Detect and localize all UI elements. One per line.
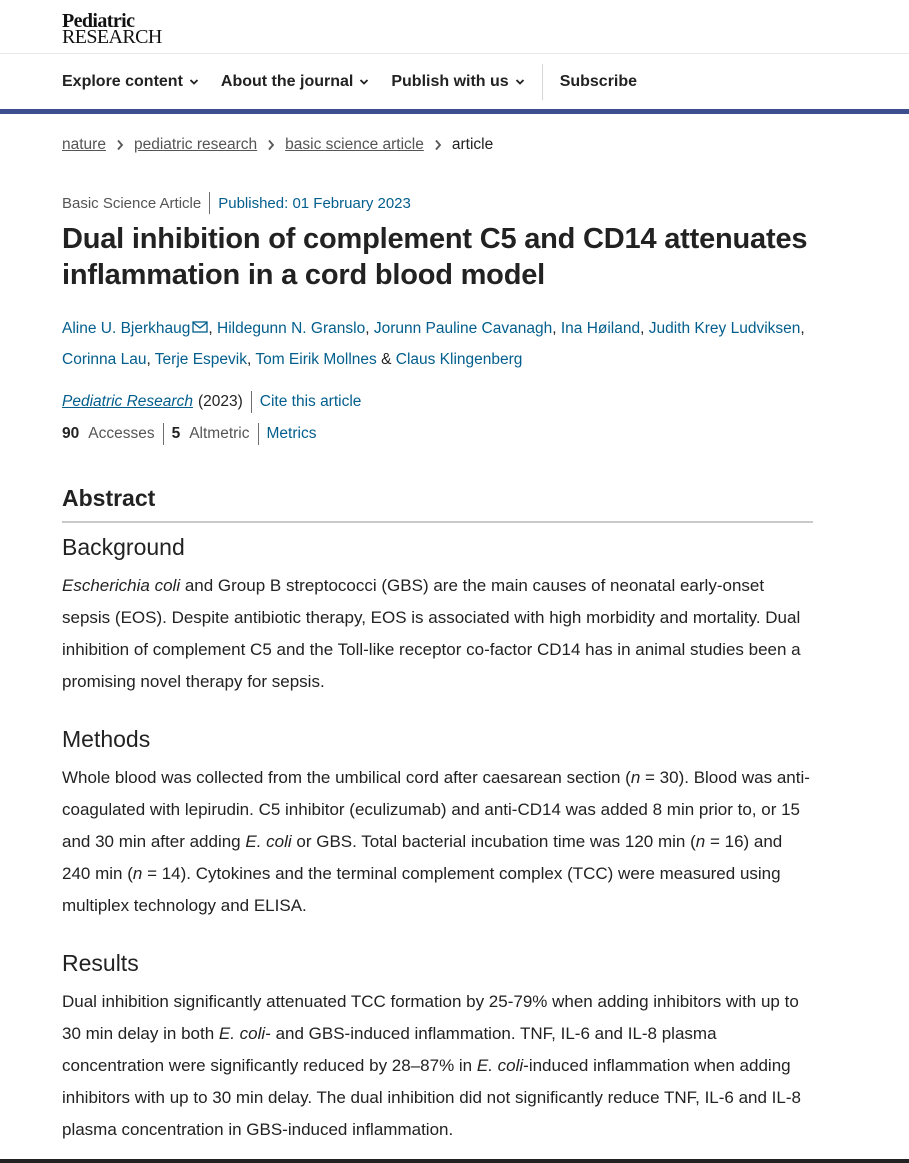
n-symbol: n (630, 768, 641, 787)
author-link[interactable]: Ina Høiland (560, 320, 641, 337)
accesses-count: 90 (62, 425, 80, 442)
metrics-link[interactable]: Metrics (266, 425, 317, 442)
published-date-link[interactable]: Published: 01 February 2023 (218, 194, 411, 212)
nav-divider (542, 64, 543, 100)
results-heading: Results (62, 950, 139, 976)
species-name: E. coli (218, 1024, 266, 1043)
nav-explore-content[interactable] (62, 73, 199, 91)
author-link[interactable]: Terje Espevik (154, 351, 247, 368)
nav-publish-label: Publish with us (391, 73, 509, 90)
methods-text: = 16) and 240 min ( (62, 832, 783, 883)
meta-divider (163, 423, 164, 445)
logo-line-2: RESEARCH (62, 26, 162, 48)
meta-divider (209, 192, 210, 214)
breadcrumb-pediatric-research[interactable]: pediatric research (133, 136, 258, 153)
breadcrumb (62, 136, 493, 154)
author-link[interactable]: Claus Klingenberg (395, 351, 523, 368)
author-link[interactable]: Jorunn Pauline Cavanagh (373, 320, 553, 337)
author-ampersand: & (381, 351, 392, 368)
journal-logo[interactable] (62, 11, 162, 47)
background-heading: Background (62, 534, 185, 560)
background-paragraph (62, 570, 812, 698)
meta-divider (258, 423, 259, 445)
nav-subscribe[interactable] (560, 73, 637, 91)
window-bottom-edge (0, 1159, 909, 1163)
author-list: Aline U. Bjerkhaug , Hildegunn N. Granslo, Jorunn Pauline Cavanagh, Ina Høiland, Judith Krey Ludviksen, Corinna Lau, Terje Espevik, Tom Eirik Mollnes & Claus Klingenberg (62, 320, 805, 368)
species-name: E. coli (476, 1056, 524, 1075)
article-title: Dual inhibition of complement C5 and CD14 attenuates inflammation in a cord blood model (62, 223, 808, 291)
background-text: and Group B streptococci (GBS) are the main causes of neonatal early-onset sepsis (EOS). Despite antibiotic therapy, EOS is associated with high morbidity and mortality. Dual inhibition of complement C5 and the Toll-like receptor co-factor CD14 has in animal studies been a promising novel therapy for sepsis. (62, 576, 801, 691)
accesses-label: Accesses (88, 425, 155, 442)
nav-publish-with-us[interactable] (391, 73, 524, 91)
author-link[interactable]: Corinna Lau (62, 351, 147, 368)
author-link[interactable]: Hildegunn N. Granslo (217, 320, 366, 337)
abstract-divider (62, 521, 813, 523)
article-metrics (62, 423, 316, 445)
species-name: Escherichia coli (62, 576, 181, 595)
results-text: Dual inhibition significantly attenuated TCC formation by 25-79% when adding inhibitors with up to 30 min delay in both (62, 992, 799, 1043)
chevron-down-icon (359, 77, 369, 87)
author-link[interactable]: Judith Krey Ludviksen (648, 320, 801, 337)
chevron-down-icon (189, 77, 199, 87)
chevron-right-icon (267, 139, 275, 151)
header-divider (0, 53, 909, 54)
species-name: E. coli (245, 832, 292, 851)
n-symbol: n (132, 864, 143, 883)
results-text: -induced inflammation when adding inhibitors with up to 30 min delay. The dual inhibition did not significantly reduce TNF, IL-6 and IL-8 plasma concentration in GBS-induced inflammation. (62, 1056, 801, 1139)
article-type: Basic Science Article (62, 194, 202, 212)
n-symbol: n (695, 832, 706, 851)
altmetric-label: Altmetric (189, 425, 250, 442)
article-meta (62, 192, 411, 214)
envelope-icon[interactable] (192, 321, 208, 333)
methods-text: = 14). Cytokines and the terminal complement complex (TCC) were measured using multiplex technology and ELISA. (62, 864, 781, 915)
abstract-heading: Abstract (62, 485, 156, 511)
methods-text: or GBS. Total bacterial incubation time was 120 min ( (291, 832, 696, 851)
main-nav (62, 56, 659, 108)
results-paragraph (62, 986, 812, 1146)
journal-name-link[interactable]: Pediatric Research (62, 393, 193, 410)
author-link[interactable]: Aline U. Bjerkhaug (62, 320, 191, 337)
methods-heading: Methods (62, 726, 151, 752)
logo-line-1: Pediatric (62, 10, 135, 32)
nav-about-journal[interactable] (221, 73, 369, 91)
chevron-down-icon (515, 77, 525, 87)
meta-divider (251, 391, 252, 413)
altmetric-count: 5 (171, 425, 181, 442)
nav-accent-bar (0, 109, 909, 114)
results-text: - and GBS-induced inflammation. TNF, IL-6 and IL-8 plasma concentration were significantly reduced by 28–87% in (62, 1024, 717, 1075)
breadcrumb-nature[interactable]: nature (62, 136, 106, 153)
author-link[interactable]: Tom Eirik Mollnes (255, 351, 377, 368)
methods-text: = 30). Blood was anti-coagulated with lepirudin. C5 inhibitor (eculizumab) and anti-CD14 was added 8 min prior to, or 15 and 30 min after adding (62, 768, 810, 851)
chevron-right-icon (434, 139, 442, 151)
chevron-right-icon (116, 139, 124, 151)
citation-line (62, 391, 361, 413)
nav-subscribe-label: Subscribe (559, 73, 638, 90)
methods-text: Whole blood was collected from the umbilical cord after caesarean section ( (62, 768, 631, 787)
publication-year: (2023) (197, 393, 243, 410)
methods-paragraph (62, 762, 812, 922)
nav-about-label: About the journal (220, 73, 354, 90)
breadcrumb-basic-science[interactable]: basic science article (285, 136, 424, 153)
cite-article-link[interactable]: Cite this article (259, 393, 362, 410)
breadcrumb-current: article (451, 136, 494, 153)
nav-explore-label: Explore content (62, 73, 183, 90)
